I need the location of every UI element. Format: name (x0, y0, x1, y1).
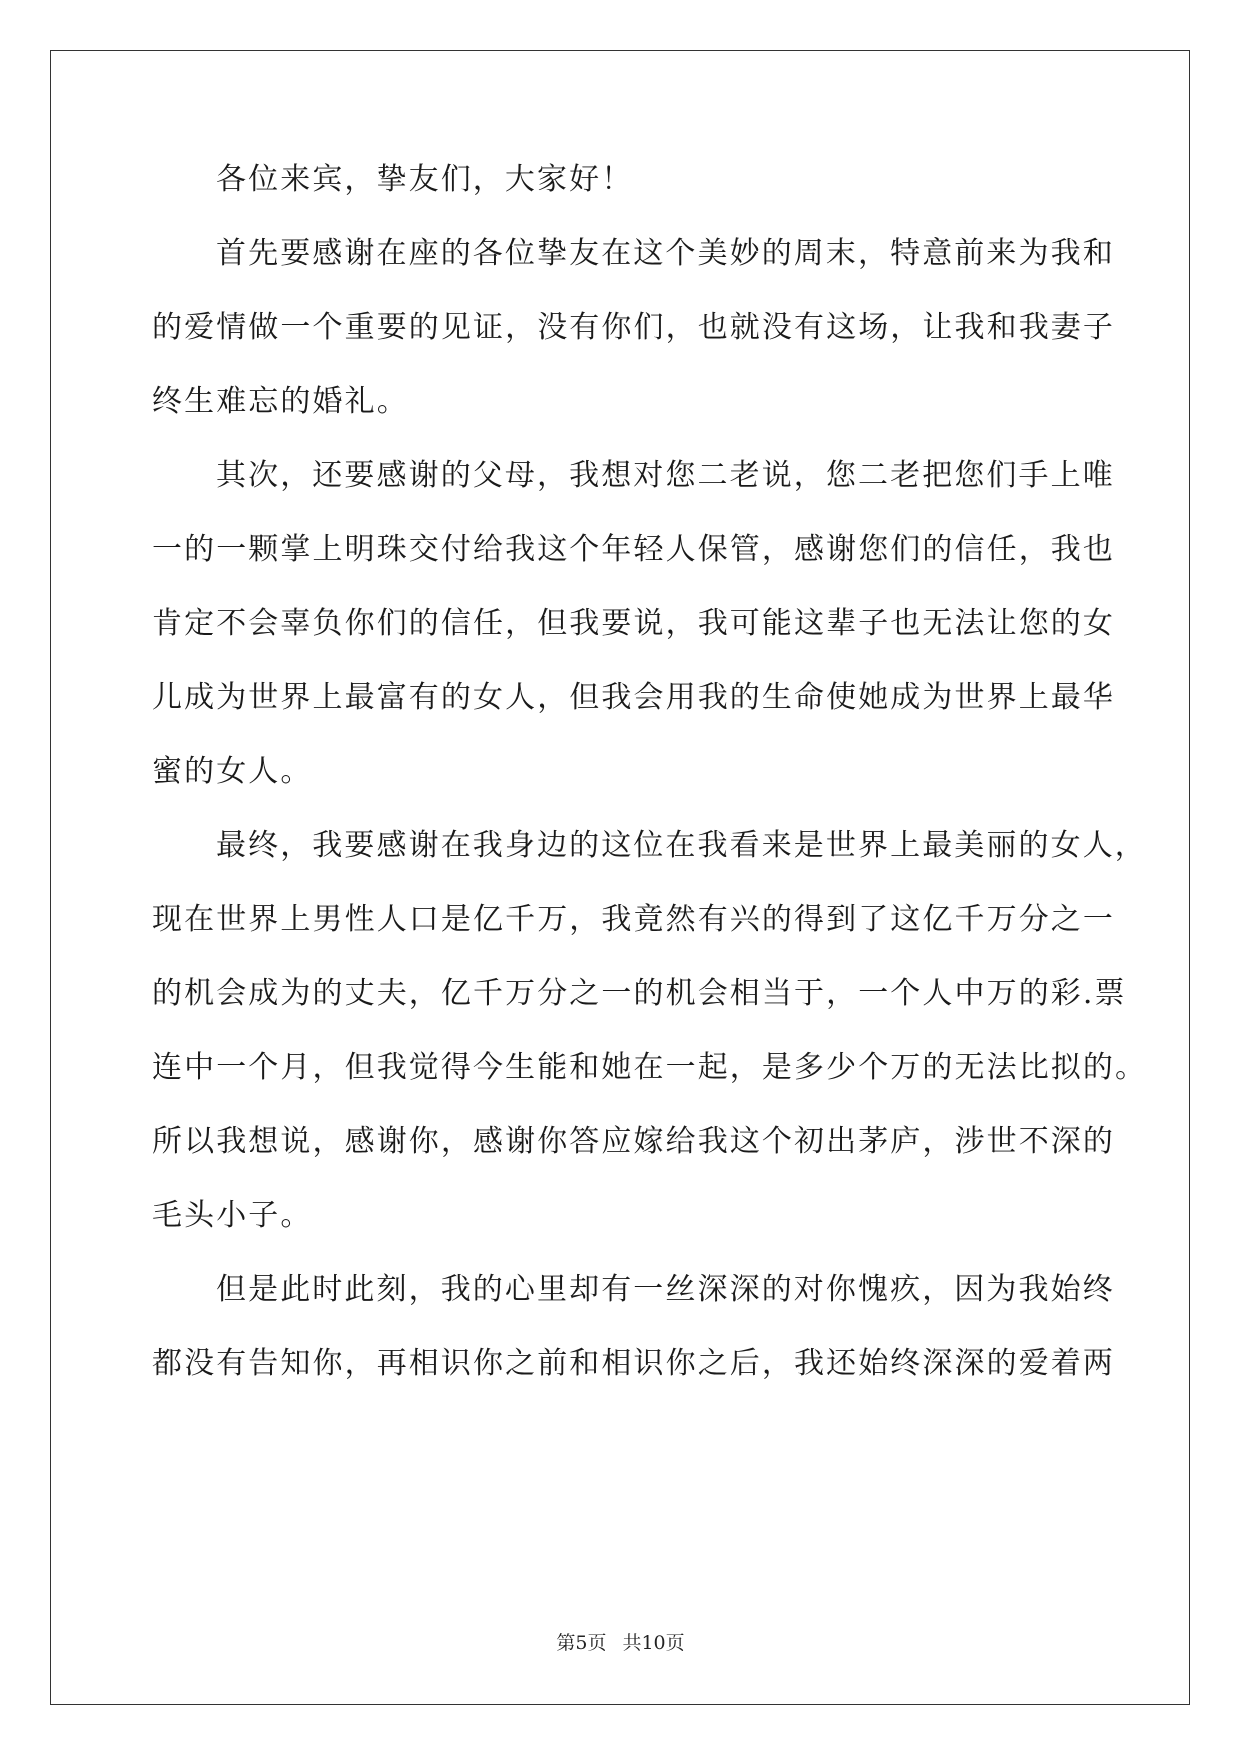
paragraph-3-line-5: 所以我想说，感谢你，感谢你答应嫁给我这个初出茅庐，涉世不深的 (152, 1124, 1115, 1159)
paragraph-1-line-2: 的爱情做一个重要的见证，没有你们，也就没有这场，让我和我妻子 (152, 310, 1115, 345)
paragraph-1-line-1: 首先要感谢在座的各位挚友在这个美妙的周末，特意前来为我和 (216, 236, 1115, 271)
paragraph-3-line-6: 毛头小子。 (152, 1198, 313, 1233)
paragraph-3-line-2: 现在世界上男性人口是亿千万，我竟然有兴的得到了这亿千万分之一 (152, 902, 1115, 937)
paragraph-3-line-4: 连中一个月，但我觉得今生能和她在一起，是多少个万的无法比拟的。 (152, 1050, 1148, 1085)
paragraph-greeting: 各位来宾，挚友们，大家好！ (216, 162, 634, 197)
paragraph-2-line-3: 肯定不会辜负你们的信任，但我要说，我可能这辈子也无法让您的女 (152, 606, 1115, 641)
paragraph-4-line-2: 都没有告知你，再相识你之前和相识你之后，我还始终深深的爱着两 (152, 1346, 1115, 1381)
total-page-count: 共10页 (622, 1632, 685, 1654)
paragraph-1-line-3: 终生难忘的婚礼。 (152, 384, 409, 419)
paragraph-2-line-1: 其次，还要感谢的父母，我想对您二老说，您二老把您们手上唯 (216, 458, 1115, 493)
page-border (50, 50, 1190, 1705)
current-page-number: 第5页 (556, 1632, 607, 1654)
paragraph-2-line-2: 一的一颗掌上明珠交付给我这个年轻人保管，感谢您们的信任，我也 (152, 532, 1115, 567)
paragraph-2-line-5: 蜜的女人。 (152, 754, 313, 789)
paragraph-4-line-1: 但是此时此刻，我的心里却有一丝深深的对你愧疚，因为我始终 (216, 1272, 1115, 1307)
paragraph-2-line-4: 儿成为世界上最富有的女人，但我会用我的生命使她成为世界上最华 (152, 680, 1115, 715)
paragraph-3-line-3: 的机会成为的丈夫，亿千万分之一的机会相当于，一个人中万的彩.票 (152, 976, 1127, 1011)
paragraph-3-line-1: 最终，我要感谢在我身边的这位在我看来是世界上最美丽的女人， (216, 828, 1147, 863)
page-footer (0, 1628, 1241, 1655)
